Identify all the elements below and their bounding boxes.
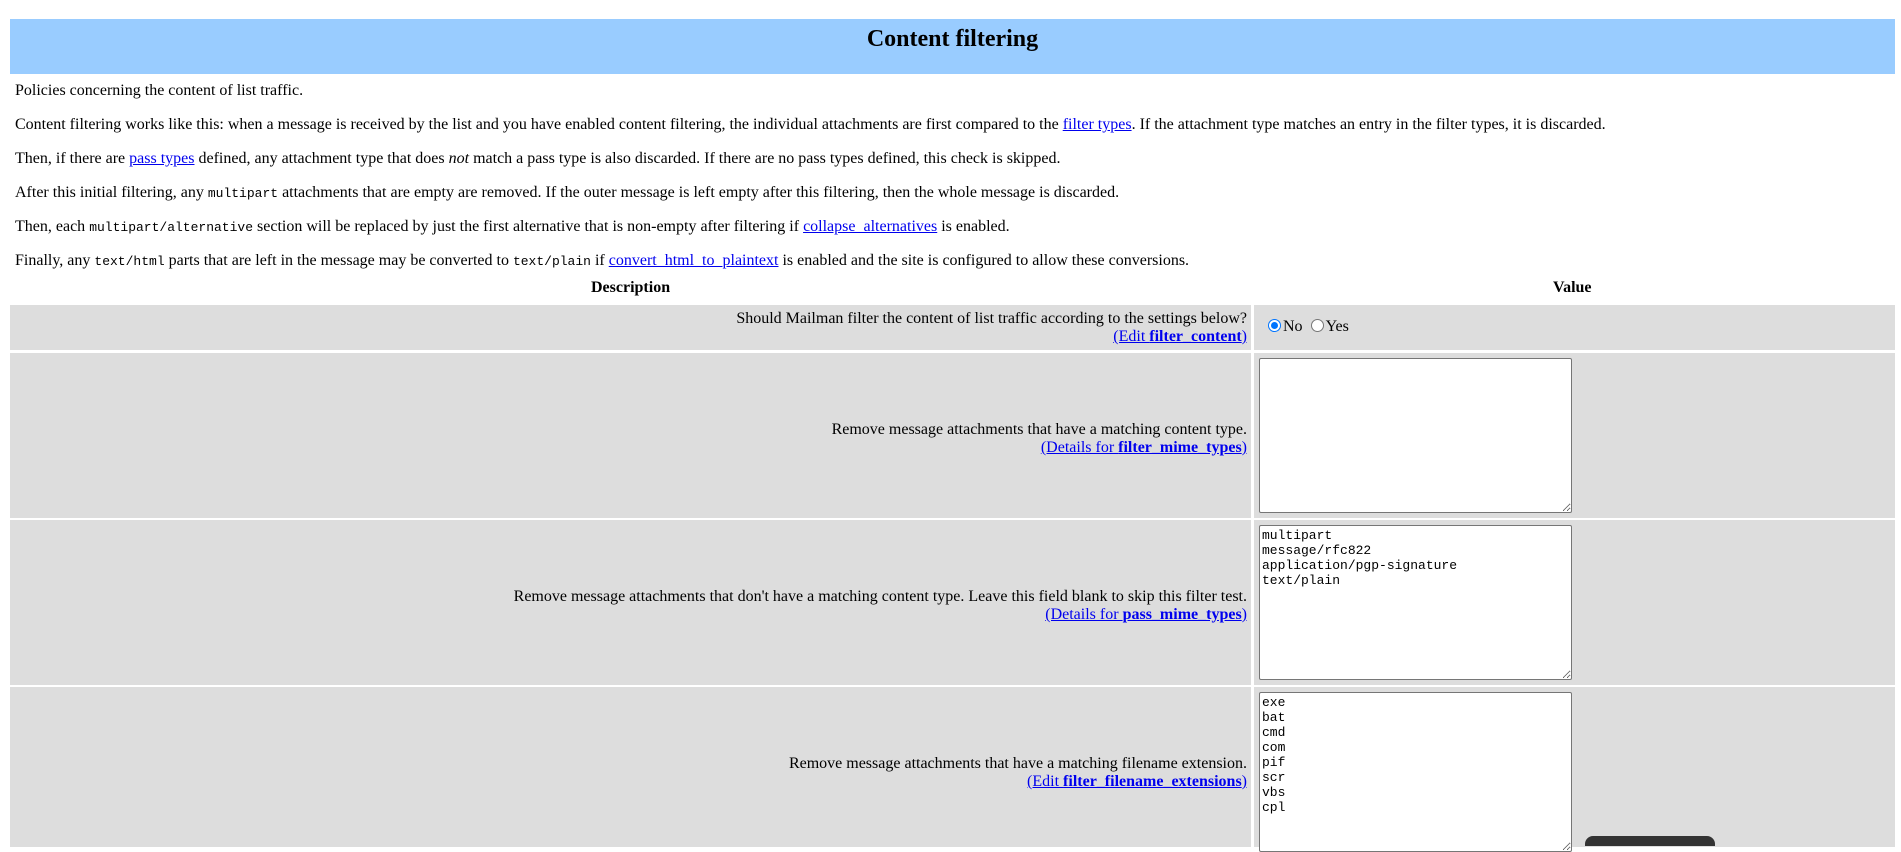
- link-prefix: (Edit: [1113, 328, 1150, 345]
- link-suffix: ): [1241, 439, 1247, 456]
- code-multipart-alternative: multipart/alternative: [89, 220, 254, 235]
- description-cell: [10, 305, 1251, 350]
- description-text: Remove message attachments that have a matching filename extension.: [788, 755, 1247, 772]
- intro-text: is enabled and the site is configured to allow these conversions.: [778, 252, 1190, 269]
- link-prefix: (Details for: [1040, 439, 1119, 456]
- intro-text: Finally, any: [15, 252, 95, 269]
- description-text-block: [514, 588, 1247, 624]
- code-text-plain: text/plain: [512, 254, 591, 269]
- intro-paragraph-3: [15, 149, 1060, 169]
- description-text: Remove message attachments that don't have a matching content type. Leave this field blank to skip this filter test.: [513, 588, 1247, 605]
- link-option-name: filter_filename_extensions: [1063, 773, 1242, 790]
- description-cell: [10, 520, 1251, 685]
- intro-text: attachments that are empty are removed. If the outer message is left empty after this filtering, then the whole message is discarded.: [278, 184, 1120, 201]
- edit-filter-filename-extensions-link[interactable]: [1027, 773, 1247, 790]
- intro-text: After this initial filtering, any: [15, 184, 208, 201]
- intro-paragraph-5: [15, 217, 1010, 238]
- description-cell: [10, 687, 1251, 847]
- intro-text: Policies concerning the content of list traffic.: [15, 82, 304, 99]
- table-row: [10, 305, 1895, 350]
- table-row: [10, 520, 1895, 685]
- intro-text: Then, each: [15, 218, 90, 235]
- radio-no[interactable]: [1268, 319, 1281, 332]
- column-header-description: Description: [591, 279, 671, 296]
- link-option-name: filter_content: [1149, 328, 1242, 345]
- description-text-block: [789, 755, 1247, 791]
- link-prefix: (Edit: [1027, 773, 1064, 790]
- description-text-block: [832, 421, 1247, 457]
- content-filtering-page: [10, 19, 1895, 790]
- details-filter-mime-types-link[interactable]: [1041, 439, 1247, 456]
- code-multipart: multipart: [207, 186, 279, 201]
- pass-types-link[interactable]: pass types: [129, 150, 195, 167]
- pass-mime-types-textarea[interactable]: [1259, 525, 1572, 680]
- intro-text: parts that are left in the message may be converted to: [164, 252, 513, 269]
- value-cell: [1254, 687, 1895, 847]
- filter-content-radio-group: [1268, 318, 1349, 336]
- link-option-name: pass_mime_types: [1122, 606, 1242, 623]
- value-cell: [1254, 353, 1895, 518]
- radio-no-label: No: [1283, 318, 1303, 335]
- radio-yes-label: Yes: [1325, 318, 1349, 335]
- filter-filename-extensions-textarea[interactable]: [1259, 692, 1572, 852]
- edit-filter-content-link[interactable]: [1113, 328, 1247, 345]
- column-header-value: Value: [1553, 279, 1592, 296]
- link-suffix: ): [1241, 328, 1247, 345]
- filter-mime-types-textarea[interactable]: [1259, 358, 1572, 513]
- description-text-block: [736, 310, 1247, 346]
- intro-paragraph-6: [15, 251, 1189, 272]
- collapse-alternatives-link[interactable]: collapse_alternatives: [803, 218, 938, 235]
- floating-button[interactable]: [1585, 836, 1715, 846]
- link-prefix: (Details for: [1045, 606, 1123, 623]
- code-text-html: text/html: [94, 254, 165, 269]
- link-suffix: ): [1241, 606, 1247, 623]
- intro-text: defined, any attachment type that does: [194, 150, 449, 167]
- page-header: [10, 19, 1895, 74]
- emphasis-not: not: [448, 150, 470, 167]
- description-text: Remove message attachments that have a matching content type.: [831, 421, 1247, 438]
- details-pass-mime-types-link[interactable]: [1045, 606, 1247, 623]
- table-row: [10, 353, 1895, 518]
- value-cell: [1254, 520, 1895, 685]
- intro-text: match a pass type is also discarded. If there are no pass types defined, this check is skipped.: [469, 150, 1061, 167]
- intro-text: Content filtering works like this: when a message is received by the list and you have enabled content filtering, the individual attachments are first compared to the: [15, 116, 1063, 133]
- intro-text: section will be replaced by just the first alternative that is non-empty after filtering if: [253, 218, 804, 235]
- filter-types-link[interactable]: filter types: [1062, 116, 1132, 133]
- convert-html-to-plaintext-link[interactable]: convert_html_to_plaintext: [608, 252, 779, 269]
- link-option-name: filter_mime_types: [1118, 439, 1242, 456]
- intro-text: Then, if there are: [15, 150, 130, 167]
- link-suffix: ): [1241, 773, 1247, 790]
- page-title: Content filtering: [866, 26, 1039, 52]
- table-row: [10, 687, 1895, 847]
- intro-text: . If the attachment type matches an entry in the filter types, it is discarded.: [1131, 116, 1606, 133]
- value-cell: [1254, 305, 1895, 350]
- intro-text: is enabled.: [937, 218, 1010, 235]
- intro-paragraph-1: [15, 81, 303, 101]
- intro-text: if: [590, 252, 609, 269]
- radio-yes[interactable]: [1311, 319, 1324, 332]
- intro-paragraph-2: [15, 115, 1606, 135]
- description-cell: [10, 353, 1251, 518]
- description-text: Should Mailman filter the content of list traffic according to the settings below?: [736, 310, 1247, 327]
- intro-paragraph-4: [15, 183, 1119, 204]
